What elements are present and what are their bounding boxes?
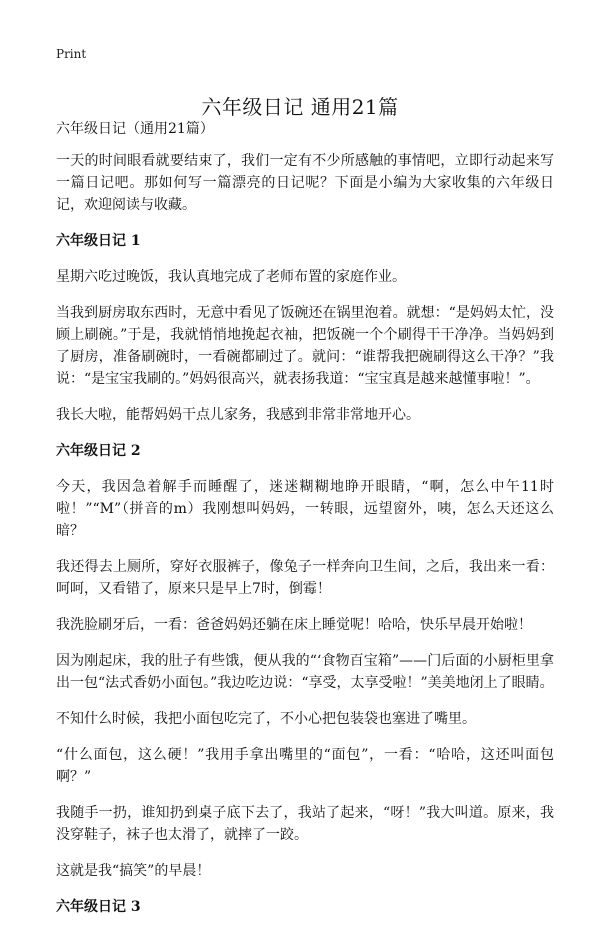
paragraph: “什么面包，这么硬！”我用手拿出嘴里的“面包”，一看：“哈哈，这还叫面包啊？” (56, 747, 554, 785)
intro-paragraph: 一天的时间眼看就要结束了，我们一定有不少所感触的事情吧，立即行动起来写一篇日记吧。那如何写一篇漂亮的日记呢？下面是小编为大家收集的六年级日记，欢迎阅读与收藏。 (56, 153, 554, 213)
section-2 (56, 440, 554, 882)
paragraph: 因为刚起床，我的肚子有些饿，便从我的“‘食物百宝箱”——门后面的小厨柜里拿出一包“法式香奶小面包。”我边吃边说：“享受，太享受啦！”美美地闭上了眼睛。 (56, 653, 554, 691)
document-body (56, 118, 554, 932)
paragraph: 这就是我“搞笑”的早晨！ (56, 863, 211, 879)
paragraph: 我还得去上厕所，穿好衣服裤子，像兔子一样奔向卫生间，之后，我出来一看：呵呵，又看错了，原来只是早上7时，倒霉！ (56, 559, 554, 597)
paragraph: 我长大啦，能帮妈妈干点儿家务，我感到非常非常地开心。 (56, 407, 420, 423)
section-heading: 六年级日记 3 (56, 899, 141, 915)
section-heading: 六年级日记 2 (56, 443, 141, 459)
document-title: 六年级日记 通用21篇 (201, 95, 399, 120)
paragraph: 今天，我因急着解手而睡醒了，迷迷糊糊地睁开眼睛，“啊，怎么中午11时啦！”“M”（拼音的m）我刚想叫妈妈，一转眼，远望窗外，咦，怎么天还这么暗？ (56, 479, 554, 539)
paragraph: 当我到厨房取东西时，无意中看见了饭碗还在锅里泡着。就想：“是妈妈太忙，没顾上刷碗。”于是，我就悄悄地挽起衣袖，把饭碗一个个刷得干干净净。当妈妈到了厨房，准备刷碗时，一看碗都刷过了。就问：“谁帮我把碗刷得这么干净？”我说：“是宝宝我刷的。”妈妈很高兴，就表扬我道：“宝宝真是越来越懂事啦！”。 (56, 305, 554, 387)
paragraph: 我洗脸刷牙后，一看：爸爸妈妈还躺在床上睡觉呢！哈哈，快乐早晨开始啦！ (56, 617, 532, 633)
paragraph: 我随手一扔，谁知扔到桌子底下去了，我站了起来，“呀！”我大叫道。原来，我没穿鞋子，袜子也太滑了，就摔了一跤。 (56, 805, 554, 843)
paragraph: 不知什么时候，我把小面包吃完了，不小心把包装袋也塞进了嘴里。 (56, 711, 476, 727)
document-subtitle: 六年级日记（通用21篇） (56, 121, 214, 137)
section-3 (56, 896, 554, 918)
print-label: Print (56, 47, 87, 61)
section-1 (56, 230, 554, 426)
section-heading: 六年级日记 1 (56, 233, 141, 249)
paragraph: 星期六吃过晚饭，我认真地完成了老师布置的家庭作业。 (56, 269, 406, 285)
